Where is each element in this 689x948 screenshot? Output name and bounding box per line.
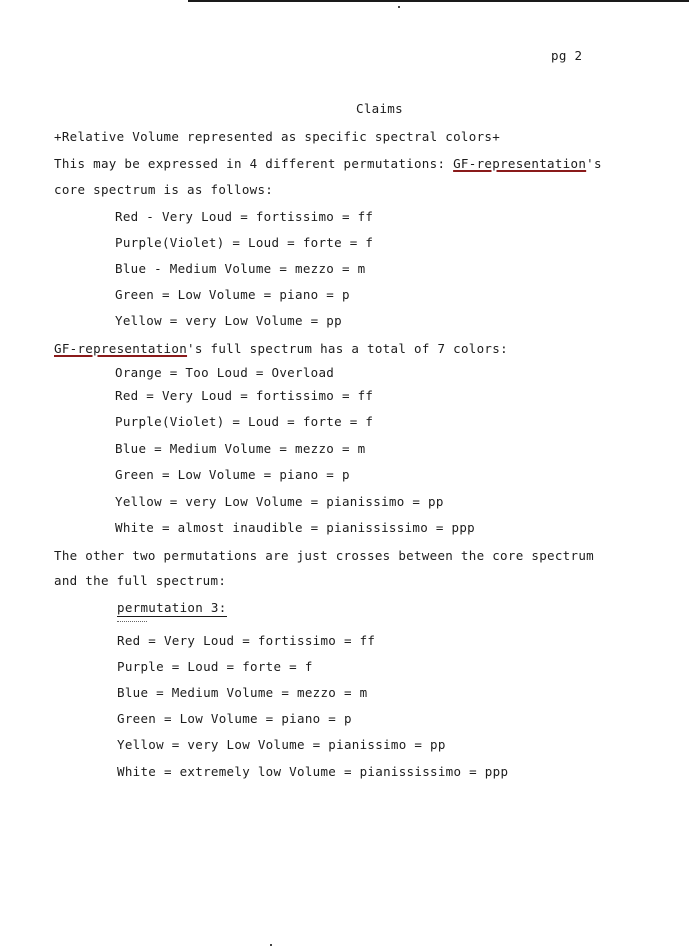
- core-spectrum-item: Blue - Medium Volume = mezzo = m: [115, 261, 366, 276]
- core-spectrum-item: Red - Very Loud = fortissimo = ff: [115, 209, 374, 224]
- permutation-3-item: Blue = Medium Volume = mezzo = m: [117, 685, 368, 700]
- permutation-3-item: Green = Low Volume = piano = p: [117, 711, 352, 726]
- full-spectrum-intro: [54, 341, 508, 357]
- core-spectrum-item: Purple(Violet) = Loud = forte = f: [115, 235, 374, 250]
- full-spectrum-item: Yellow = very Low Volume = pianissimo = pp: [115, 494, 444, 509]
- permutation-3-item: Purple = Loud = forte = f: [117, 659, 313, 674]
- full-spectrum-item: Blue = Medium Volume = mezzo = m: [115, 441, 366, 456]
- full-spectrum-item: Green = Low Volume = piano = p: [115, 467, 350, 482]
- intro-line-1: +Relative Volume represented as specific spectral colors+: [54, 129, 501, 144]
- permutation-3-item: Yellow = very Low Volume = pianissimo = pp: [117, 737, 446, 752]
- full-spectrum-item: White = almost inaudible = pianississimo = ppp: [115, 520, 475, 535]
- top-edge-rule: [188, 0, 689, 2]
- full-spectrum-item: Red = Very Loud = fortissimo = ff: [115, 388, 374, 403]
- gf-representation-term: GF-representation: [54, 341, 188, 356]
- scan-speck: [270, 944, 272, 946]
- gf-representation-term: GF-representation: [453, 156, 587, 171]
- permutation-3-underline-mark: [117, 621, 147, 624]
- intro-line-2: [54, 156, 602, 172]
- full-spectrum-intro-text: 's full spectrum has a total of 7 colors:: [187, 341, 508, 356]
- intro-line-2-suffix: 's: [586, 156, 602, 171]
- crosses-line-2: and the full spectrum:: [54, 573, 227, 588]
- scan-speck: [398, 6, 400, 8]
- crosses-line-1: The other two permutations are just crosses between the core spectrum: [54, 548, 594, 563]
- full-spectrum-item: Purple(Violet) = Loud = forte = f: [115, 414, 374, 429]
- intro-line-3: core spectrum is as follows:: [54, 182, 274, 197]
- claims-heading: Claims: [356, 101, 403, 116]
- permutation-3-item: Red = Very Loud = fortissimo = ff: [117, 633, 376, 648]
- core-spectrum-item: Yellow = very Low Volume = pp: [115, 313, 342, 328]
- full-spectrum-item: Orange = Too Loud = Overload: [115, 365, 335, 380]
- permutation-3-title-text: permutation 3:: [117, 600, 227, 615]
- page-number: pg 2: [551, 48, 583, 63]
- permutation-3-title: [117, 600, 227, 616]
- core-spectrum-item: Green = Low Volume = piano = p: [115, 287, 350, 302]
- permutation-3-item: White = extremely low Volume = pianississimo = ppp: [117, 764, 509, 779]
- intro-line-2-text: This may be expressed in 4 different permutations:: [54, 156, 454, 171]
